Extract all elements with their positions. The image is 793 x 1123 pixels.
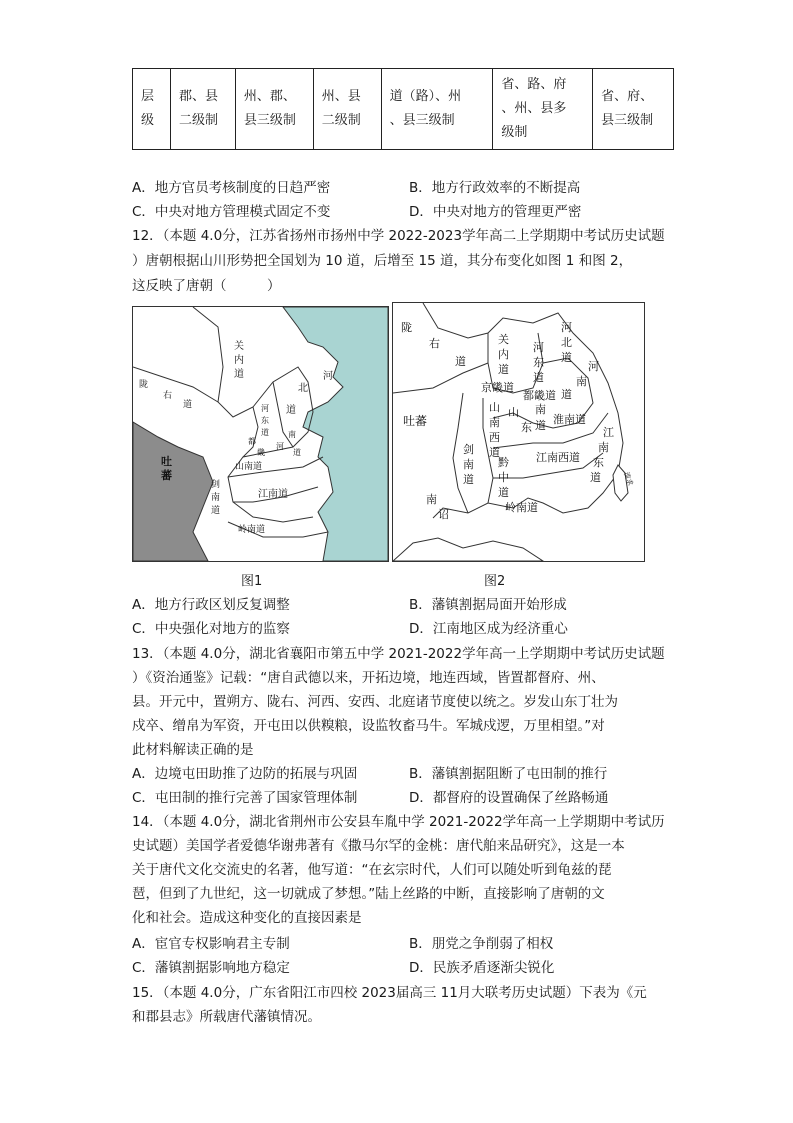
map-label: 东 xyxy=(261,416,269,425)
map-label: 东 xyxy=(521,421,532,434)
map-label: 吐蕃 xyxy=(403,414,428,428)
q13-stem-line: 戍卒、缯帛为军资，开屯田以供糗粮，设监牧畜马牛。军城戍逻，万里相望。”对 xyxy=(132,718,605,734)
map-label: 内 xyxy=(498,348,509,361)
table-cell: 道（路）、州 、县三级制 xyxy=(381,69,493,150)
q11-option-a[interactable]: A．地方官员考核制度的日趋严密 xyxy=(132,180,331,196)
table-cell: 州、郡、 县三级制 xyxy=(235,69,313,150)
q14-stem-line: 琶，但到了九世纪，这一切就成了梦想。”陆上丝路的中断，直接影响了唐朝的文 xyxy=(132,886,605,902)
map-label: 道 xyxy=(535,419,546,432)
map-label: 剑 xyxy=(211,480,221,490)
map-label: 南 xyxy=(426,493,437,506)
tang-map-figure-2 xyxy=(392,302,645,562)
q12-option-a[interactable]: A．地方行政区划反复调整 xyxy=(132,597,290,613)
map-label: 关 xyxy=(498,333,509,346)
map-label: 道 xyxy=(293,448,301,457)
map-label: 岭南道 xyxy=(505,501,538,514)
map-label: 道 xyxy=(590,471,601,484)
q14-option-d[interactable]: D．民族矛盾逐渐尖锐化 xyxy=(409,960,555,976)
map-label: 道 xyxy=(533,371,544,384)
map-label: 南 xyxy=(211,493,221,503)
map-label: 诏 xyxy=(438,508,449,521)
map-label: 都畿道 xyxy=(523,389,556,402)
map-label: 河 xyxy=(533,341,544,354)
map-label: 南 xyxy=(489,416,500,429)
q13-option-a[interactable]: A．边境屯田助推了边防的拓展与巩固 xyxy=(132,766,358,782)
table-cell: 层 级 xyxy=(133,69,171,150)
q12-stem-line: ）唐朝根据山川形势把全国划为 10 道，后增至 15 道，其分布变化如图 1 和图 2， xyxy=(132,253,633,269)
q13-stem-line: 13．（本题 4.0分，湖北省襄阳市第五中学 2021-2022学年高一上学期期中考试历史试题 xyxy=(132,646,665,662)
map-label: 山 xyxy=(508,406,519,419)
q14-stem-line: 史试题）美国学者爱德华谢弗著有《撒马尔罕的金桃：唐代舶来品研究》，这是一本 xyxy=(132,838,625,854)
map-label: 中 xyxy=(498,471,509,484)
q13-option-d[interactable]: D．都督府的设置确保了丝路畅通 xyxy=(409,790,609,806)
map-label: 岭南道 xyxy=(238,525,266,535)
map-label: 道 xyxy=(211,506,221,516)
q14-stem-line: 化和社会。造成这种变化的直接因素是 xyxy=(132,910,362,926)
q11-option-d[interactable]: D．中央对地方的管理更严密 xyxy=(409,204,582,220)
map-label: 南 xyxy=(463,458,474,471)
q14-option-c[interactable]: C．藩镇割据影响地方稳定 xyxy=(132,960,290,976)
map-label: 东 xyxy=(593,456,604,469)
q13-stem-line: 县。开元中，置朔方、陇右、河西、安西、北庭诸节度使以统之。岁发山东丁壮为 xyxy=(132,694,618,710)
map-label: 关 xyxy=(234,341,244,352)
map-label: 道 xyxy=(261,428,269,437)
q12-option-d[interactable]: D．江南地区成为经济重心 xyxy=(409,621,568,637)
map-label: 江南道 xyxy=(258,489,288,500)
map-label: 山南道 xyxy=(235,462,263,472)
q11-option-c[interactable]: C．中央对地方管理模式固定不变 xyxy=(132,204,331,220)
map-label: 道 xyxy=(498,486,509,499)
map-label: 道 xyxy=(455,355,466,368)
q14-option-b[interactable]: B．朋党之争削弱了相权 xyxy=(409,936,554,952)
map-label: 山 xyxy=(489,401,500,414)
map-2-graphic xyxy=(393,303,644,561)
map-label: 河 xyxy=(276,442,284,451)
q13-stem-line: 此材料解读正确的是 xyxy=(132,742,254,758)
map-label: 道 xyxy=(498,363,509,376)
tang-map-figure-1 xyxy=(132,306,389,562)
map-label: 江南西道 xyxy=(536,451,580,464)
q11-option-b[interactable]: B．地方行政效率的不断提高 xyxy=(409,180,581,196)
map-label: 右 xyxy=(429,337,440,350)
table-cell: 州、县 二级制 xyxy=(313,69,381,150)
map-label: 东 xyxy=(533,356,544,369)
map-label: 道 xyxy=(463,473,474,486)
map-label: 道 xyxy=(489,446,500,459)
map-label: 吐 xyxy=(161,455,172,468)
map-label: 流求 xyxy=(622,470,635,487)
q14-stem-line: 14．（本题 4.0分，湖北省荆州市公安县车胤中学 2021-2022学年高一上学期期中考试历 xyxy=(132,814,665,830)
map-label: 淮南道 xyxy=(553,413,586,426)
q15-stem-line: 和郡县志》所载唐代藩镇情况。 xyxy=(132,1009,321,1025)
q13-option-b[interactable]: B．藩镇割据阻断了屯田制的推行 xyxy=(409,766,608,782)
q14-stem-line: 关于唐代文化交流史的名著，他写道：“在玄宗时代，人们可以随处听到龟兹的琵 xyxy=(132,862,612,878)
figure-2-caption: 图2 xyxy=(484,574,506,589)
map-label: 道 xyxy=(561,388,572,401)
map-label: 南 xyxy=(288,430,296,439)
map-label: 道 xyxy=(286,405,296,416)
map-label: 蕃 xyxy=(161,469,172,482)
map-label: 河 xyxy=(261,404,269,413)
map-label: 陇 xyxy=(401,321,412,334)
map-label: 北 xyxy=(561,336,572,349)
q13-option-c[interactable]: C．屯田制的推行完善了国家管理体制 xyxy=(132,790,358,806)
table-row xyxy=(133,69,674,150)
map-label: 北 xyxy=(298,383,308,394)
map-label: 河 xyxy=(588,360,599,373)
q12-option-b[interactable]: B．藩镇割据局面开始形成 xyxy=(409,597,567,613)
map-label: 畿 xyxy=(257,448,265,457)
q12-stem-line: 12．（本题 4.0分，江苏省扬州市扬州中学 2022-2023学年高二上学期期中考试历史试题 xyxy=(132,228,665,244)
map-label: 都 xyxy=(248,437,256,446)
map-label: 南 xyxy=(598,441,609,454)
q12-option-c[interactable]: C．中央强化对地方的监察 xyxy=(132,621,290,637)
table-cell: 省、路、府 、州、县多 级制 xyxy=(493,69,593,150)
map-label: 内 xyxy=(234,355,244,366)
map-label: 剑 xyxy=(463,443,474,456)
map-label: 道 xyxy=(183,400,193,410)
map-label: 南 xyxy=(535,403,546,416)
table-cell: 省、府、 县三级制 xyxy=(593,69,674,150)
map-1-graphic xyxy=(133,307,388,561)
map-label: 道 xyxy=(234,369,244,380)
map-label: 南 xyxy=(576,375,587,388)
figure-1-caption: 图1 xyxy=(241,574,263,589)
map-label: 右 xyxy=(163,391,173,401)
q15-stem-line: 15．（本题 4.0分，广东省阳江市四校 2023届高三 11月大联考历史试题）下表为《元 xyxy=(132,985,647,1001)
map-label: 江 xyxy=(603,426,614,439)
administrative-levels-table xyxy=(132,68,674,150)
map-label: 道 xyxy=(561,351,572,364)
map-label: 西 xyxy=(489,431,500,444)
q12-stem-line: 这反映了唐朝（ ） xyxy=(132,278,281,294)
map-label: 京畿道 xyxy=(481,381,514,394)
map-label: 河 xyxy=(561,321,572,334)
map-label: 黔 xyxy=(498,456,509,469)
table-cell: 郡、县 二级制 xyxy=(170,69,235,150)
q13-stem-line: ）《资治通鉴》记载：“唐自武德以来，开拓边境，地连西域，皆置都督府、州、 xyxy=(132,670,605,686)
q14-option-a[interactable]: A．宦官专权影响君主专制 xyxy=(132,936,290,952)
map-label: 陇 xyxy=(139,380,149,390)
map-label: 河 xyxy=(323,371,333,382)
